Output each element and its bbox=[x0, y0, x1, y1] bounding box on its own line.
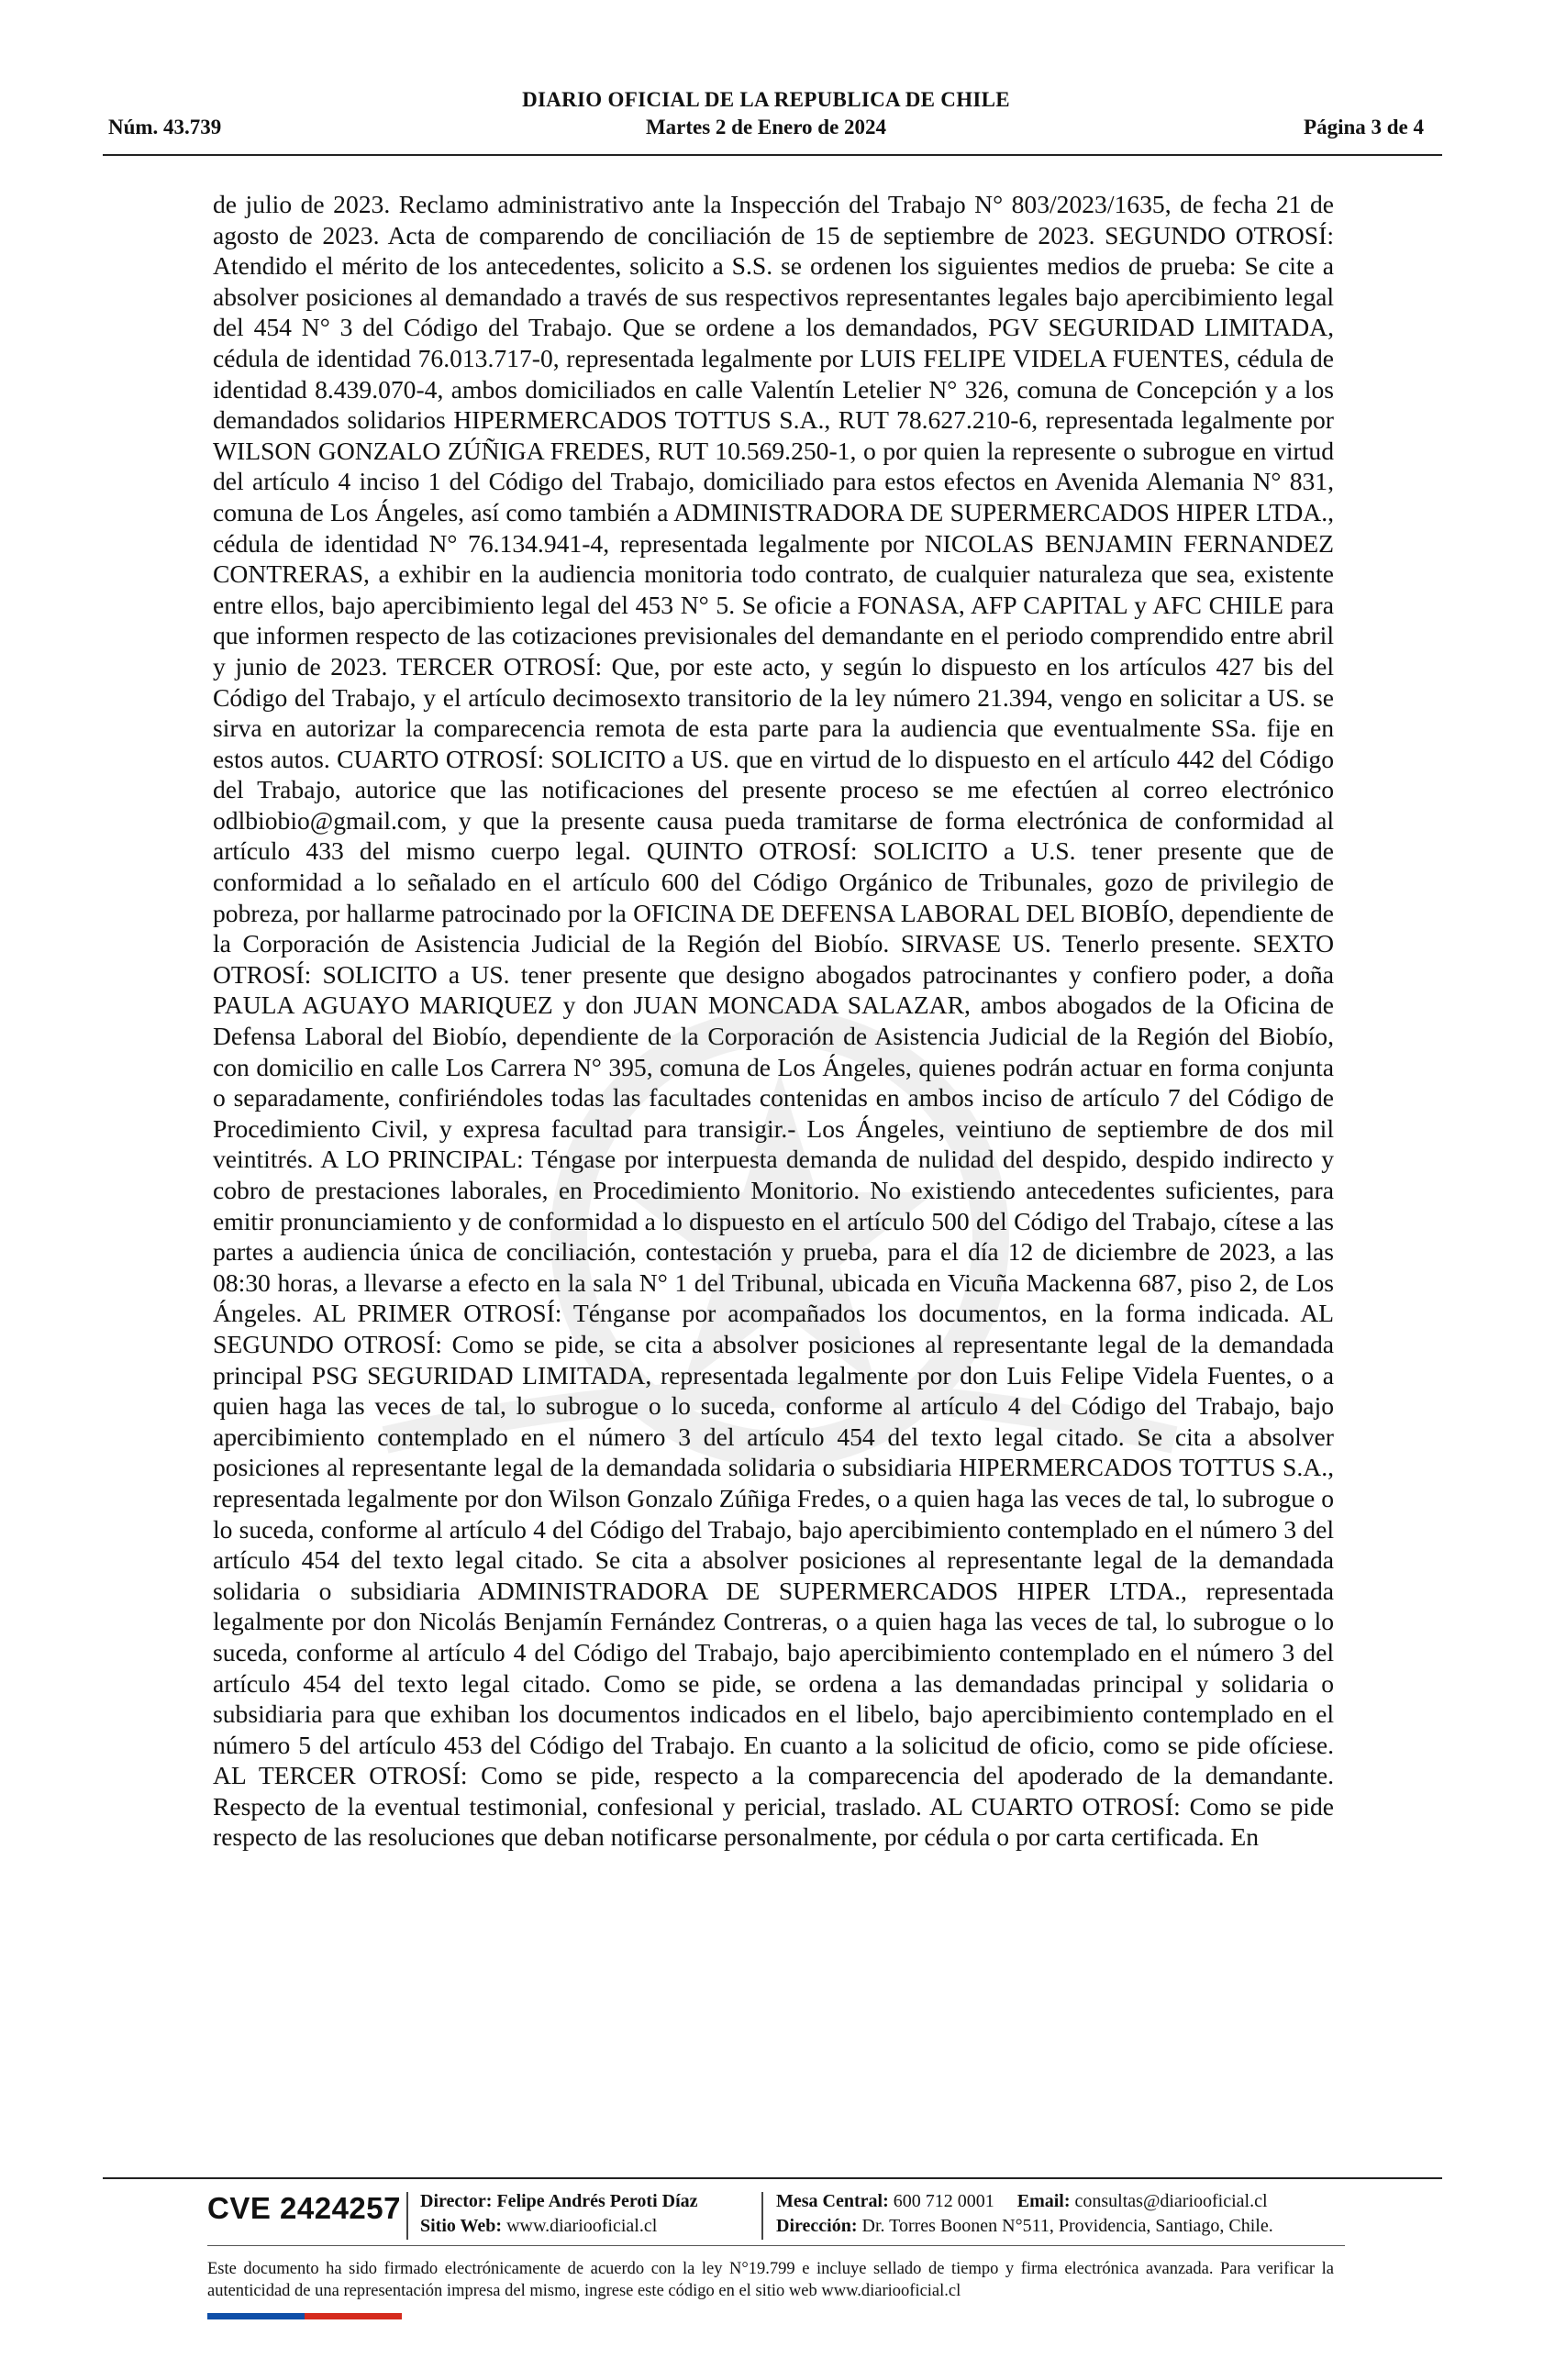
issue-number: Núm. 43.739 bbox=[108, 116, 222, 138]
address-value: Dr. Torres Boonen N°511, Providencia, Santiago, Chile. bbox=[861, 2216, 1273, 2236]
web-link[interactable]: www.diariooficial.cl bbox=[506, 2216, 658, 2236]
address-label: Dirección: bbox=[776, 2216, 858, 2236]
header-divider bbox=[103, 154, 1442, 156]
email-link[interactable]: consultas@diariooficial.cl bbox=[1074, 2191, 1268, 2211]
footer-contact-block bbox=[776, 2189, 1273, 2239]
page-number: Página 3 de 4 bbox=[1304, 116, 1424, 138]
legal-note: Este documento ha sido firmado electrónicamente de acuerdo con la ley N°19.799 e incluye sellado de tiempo y firma electrónica avanzada. Para verificar la autenticidad de una representación impresa del mismo, ingrese este código en el sitio web www.diariooficial.cl bbox=[207, 2260, 1334, 2300]
email-label: Email: bbox=[1016, 2191, 1071, 2211]
publication-date: Martes 2 de Enero de 2024 bbox=[645, 116, 887, 138]
flag-stripe bbox=[207, 2313, 402, 2319]
director-label: Director: bbox=[420, 2191, 493, 2211]
footer-separator bbox=[761, 2192, 763, 2240]
cve-code: CVE 2424257 bbox=[207, 2191, 401, 2225]
document-body: de julio de 2023. Reclamo administrativo ante la Inspección del Trabajo N° 803/2023/1635, de fecha 21 de agosto de 2023. Acta de comparendo de conciliación de 15 de septiembre de 2023. SEGUNDO OTROSÍ: Atendido el mérito de los antecedentes, solicito a S.S. se ordenen los siguientes medios de prueba: Se cite a absolver posiciones al demandado a través de sus respectivos representantes legales bajo apercibimiento legal del 454 N° 3 del Código del Trabajo. Que se ordene a los demandados, PGV SEGURIDAD LIMITADA, cédula de identidad 76.013.717-0, representada legalmente por LUIS FELIPE VIDELA FUENTES, cédula de identidad 8.439.070-4, ambos domiciliados en calle Valentín Letelier N° 326, comuna de Concepción y a los demandados solidarios HIPERMERCADOS TOTTUS S.A., RUT 78.627.210-6, representada legalmente por WILSON GONZALO ZÚÑIGA FREDES, RUT 10.569.250-1, o por quien la represente o subrogue en virtud del artículo 4 inciso 1 del Código del Trabajo, domiciliado para estos efectos en Avenida Alemania N° 831, comuna de Los Ángeles, así como también a ADMINISTRADORA DE SUPERMERCADOS HIPER LTDA., cédula de identidad N° 76.134.941-4, representada legalmente por NICOLAS BENJAMIN FERNANDEZ CONTRERAS, a exhibir en la audiencia monitoria todo contrato, de cualquier naturaleza que sea, existente entre ellos, bajo apercibimiento legal del 453 N° 5. Se oficie a FONASA, AFP CAPITAL y AFC CHILE para que informen respecto de las cotizaciones previsionales del demandante en el periodo comprendido entre abril y junio de 2023. TERCER OTROSÍ: Que, por este acto, y según lo dispuesto en los artículos 427 bis del Código del Trabajo, y el artículo decimosexto transitorio de la ley número 21.394, vengo en solicitar a US. se sirva en autorizar la comparecencia remota de esta parte para la audiencia que eventualmente SSa. fije en estos autos. CUARTO OTROSÍ: SOLICITO a US. que en virtud de lo dispuesto en el artículo 442 del Código del Trabajo, autorice que las notificaciones del presente proceso se me efectúen al correo electrónico odlbiobio@gmail.com, y que la presente causa pueda tramitarse de forma electrónica de conformidad al artículo 433 del mismo cuerpo legal. QUINTO OTROSÍ: SOLICITO a U.S. tener presente que de conformidad a lo señalado en el artículo 600 del Código Orgánico de Tribunales, gozo de privilegio de pobreza, por hallarme patrocinado por la OFICINA DE DEFENSA LABORAL DEL BIOBÍO, dependiente de la Corporación de Asistencia Judicial de la Región del Biobío. SIRVASE US. Tenerlo presente. SEXTO OTROSÍ: SOLICITO a US. tener presente que designo abogados patrocinantes y confiero poder, a doña PAULA AGUAYO MARIQUEZ y don JUAN MONCADA SALAZAR, ambos abogados de la Oficina de Defensa Laboral del Biobío, dependiente de la Corporación de Asistencia Judicial de la Región del Biobío, con domicilio en calle Los Carrera N° 395, comuna de Los Ángeles, quienes podrán actuar en forma conjunta o separadamente, confiriéndoles todas las facultades contenidas en ambos inciso de artículo 7 del Código de Procedimiento Civil, y expresa facultad para transigir.- Los Ángeles, veintiuno de septiembre de dos mil veintitrés. A LO PRINCIPAL: Téngase por interpuesta demanda de nulidad del despido, despido indirecto y cobro de prestaciones laborales, en Procedimiento Monitorio. No existiendo antecedentes suficientes, para emitir pronunciamiento y de conformidad a lo dispuesto en el artículo 500 del Código del Trabajo, cítese a las partes a audiencia única de conciliación, contestación y prueba, para el día 12 de diciembre de 2023, a las 08:30 horas, a llevarse a efecto en la sala N° 1 del Tribunal, ubicada en Vicuña Mackenna 687, piso 2, de Los Ángeles. AL PRIMER OTROSÍ: Ténganse por acompañados los documentos, en la forma indicada. AL SEGUNDO OTROSÍ: Como se pide, se cita a absolver posiciones al representante legal de la demandada principal PSG SEGURIDAD LIMITADA, representada legalmente por don Luis Felipe Videla Fuentes, o a quien haga las veces de tal, lo subrogue o lo suceda, conforme al artículo 4 del Código del Trabajo, bajo apercibimiento contemplado en el número 3 del artículo 454 del texto legal citado. Se cita a absolver posiciones al representante legal de la demandada solidaria o subsidiaria HIPERMERCADOS TOTTUS S.A., representada legalmente por don Wilson Gonzalo Zúñiga Fredes, o a quien haga las veces de tal, lo subrogue o lo suceda, conforme al artículo 4 del Código del Trabajo, bajo apercibimiento contemplado en el número 3 del artículo 454 del texto legal citado. Se cita a absolver posiciones al representante legal de la demandada solidaria o subsidiaria ADMINISTRADORA DE SUPERMERCADOS HIPER LTDA., representada legalmente por don Nicolás Benjamín Fernández Contreras, o a quien haga las veces de tal, lo subrogue o lo suceda, conforme al artículo 4 del Código del Trabajo, bajo apercibimiento contemplado en el número 3 del artículo 454 del texto legal citado. Como se pide, se ordena a las demandadas principal y solidaria o subsidiaria para que exhiban los documentos indicados en el libelo, bajo apercibimiento contemplado en el número 5 del artículo 453 del Código del Trabajo. En cuanto a la solicitud de oficio, como se pide ofíciese. AL TERCER OTROSÍ: Como se pide, respecto a la comparecencia del apoderado de la demandante. Respecto de la eventual testimonial, confesional y pericial, traslado. AL CUARTO OTROSÍ: Como se pide respecto de las resoluciones que deban notificarse personalmente, por cédula o por carta certificada. En bbox=[213, 190, 1334, 1852]
flag-blue-bar bbox=[207, 2313, 305, 2319]
page-header bbox=[108, 88, 1424, 152]
publication-title: DIARIO OFICIAL DE LA REPUBLICA DE CHILE bbox=[522, 88, 1010, 111]
director-name: Felipe Andrés Peroti Díaz bbox=[496, 2191, 698, 2211]
phone-value: 600 712 0001 bbox=[893, 2191, 994, 2211]
footer-divider bbox=[103, 2177, 1442, 2179]
web-label: Sitio Web: bbox=[420, 2216, 503, 2236]
footer-director-block bbox=[420, 2189, 698, 2239]
phone-label: Mesa Central: bbox=[776, 2191, 889, 2211]
footer-note-divider bbox=[207, 2245, 1345, 2246]
footer-separator bbox=[406, 2192, 408, 2240]
flag-red-bar bbox=[305, 2313, 402, 2319]
